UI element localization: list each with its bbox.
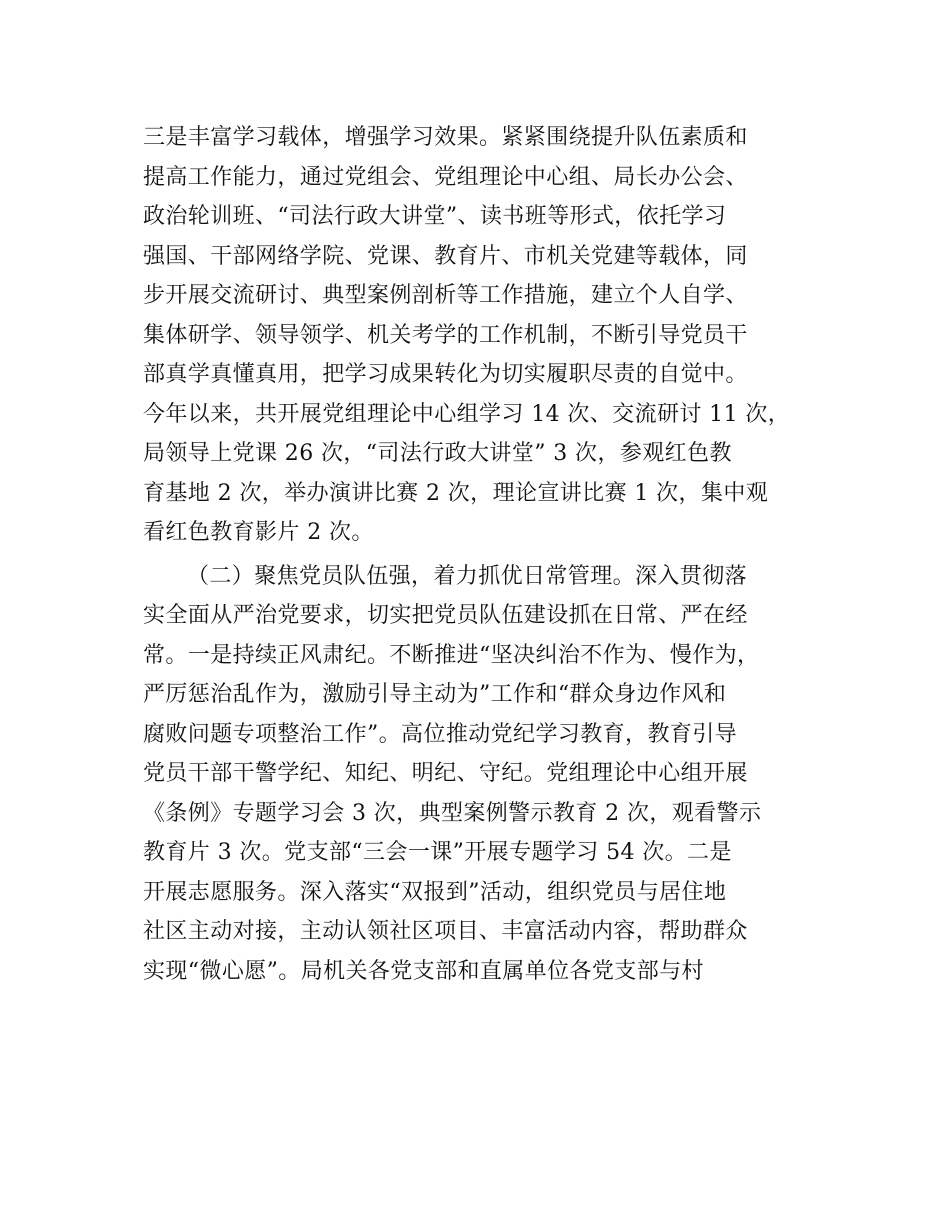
text-line: 步开展交流研讨、典型案例剖析等工作措施，建立个人自学、: [143, 283, 748, 308]
text-line: 社区主动对接，主动认领社区项目、丰富活动内容，帮助群众: [143, 919, 748, 944]
text-line: 局领导上党课 26 次，“司法行政大讲堂” 3 次，参观红色教: [143, 441, 732, 466]
text-line: 实现“微心愿”。局机关各党支部和直属单位各党支部与村: [143, 958, 704, 984]
text-line: 看红色教育影片 2 次。: [143, 520, 374, 545]
text-line: 集体研学、领导领学、机关考学的工作机制，不断引导党员干: [143, 322, 748, 348]
text-line: 常。一是持续正风肃纪。不断推进“坚决纠治不作为、慢作为，: [143, 642, 760, 668]
section-heading-line: （二）聚焦党员队伍强，着力抓优日常管理。深入贯彻落: [187, 563, 748, 589]
text-line: 政治轮训班、“司法行政大讲堂”、读书班等形式，依托学习: [143, 204, 727, 229]
text-line: 实全面从严治党要求，切实把党员队伍建设抓在日常、严在经: [143, 603, 748, 628]
body-text: [143, 118, 813, 991]
text-line: 教育片 3 次。党支部“三会一课”开展专题学习 54 次。二是: [143, 840, 732, 865]
text-line: 提高工作能力，通过党组会、党组理论中心组、局长办公会、: [143, 164, 748, 190]
text-line: 育基地 2 次，举办演讲比赛 2 次，理论宣讲比赛 1 次，集中观: [143, 480, 769, 506]
text-line: 三是丰富学习载体，增强学习效果。紧紧围绕提升队伍素质和: [143, 125, 748, 150]
text-line: 严厉惩治乱作为，激励引导主动为”工作和“群众身边作风和: [143, 682, 727, 707]
paragraph-study-carriers: [143, 118, 813, 553]
text-line: 开展志愿服务。深入落实“双报到”活动，组织党员与居住地: [143, 879, 727, 905]
text-line: 腐败问题专项整治工作”。高位推动党纪学习教育，教育引导: [143, 721, 738, 747]
text-line: 《条例》专题学习会 3 次，典型案例警示教育 2 次，观看警示: [143, 800, 762, 826]
text-line: 党员干部干警学纪、知纪、明纪、守纪。党组理论中心组开展: [143, 761, 748, 786]
text-line: 强国、干部网络学院、党课、教育片、市机关党建等载体，同: [143, 243, 748, 269]
paragraph-party-management: [143, 557, 813, 992]
text-line: 部真学真懂真用，把学习成果转化为切实履职尽责的自觉中。: [143, 362, 748, 387]
text-line: 今年以来，共开展党组理论中心组学习 14 次、交流研讨 11 次，: [143, 401, 791, 427]
